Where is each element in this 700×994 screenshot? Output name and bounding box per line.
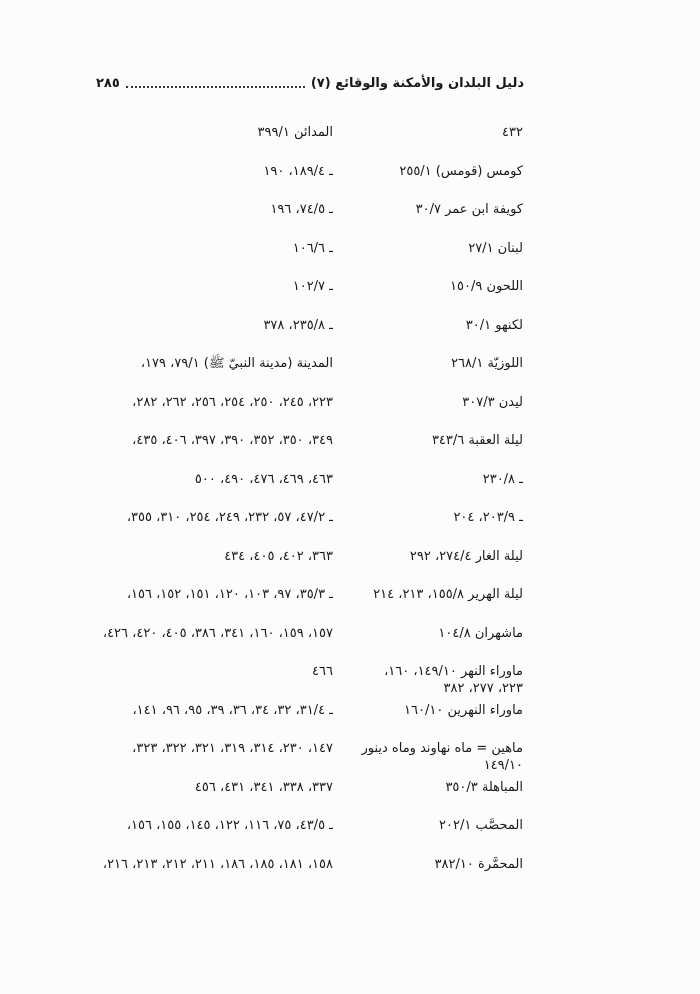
index-entry-right: ٤٣٢	[502, 125, 523, 140]
dotted-leader	[126, 86, 305, 88]
index-entry-left: المدينة (مدينة النبيّ ﷺ) ٧٩/١، ١٧٩،	[140, 356, 333, 371]
index-entry-left: ٣٤٩، ٣٥٠، ٣٥٢، ٣٩٠، ٣٩٧، ٤٠٦، ٤٣٥،	[132, 433, 333, 448]
index-entry-right: المحمَّرة ٣٨٢/١٠	[434, 856, 523, 872]
index-entry-left: ـ ٤٧/٢، ٥٧، ٢٣٢، ٢٤٩، ٢٥٤، ٣١٠، ٣٥٥،	[126, 510, 333, 525]
index-entry-left: ـ ١٨٩/٤، ١٩٠	[263, 163, 333, 179]
index-entry-left: ـ ٧٤/٥، ١٩٦	[270, 202, 333, 217]
index-entry-left: ـ ٤٣/٥، ٧٥، ١١٦، ١٢٢، ١٤٥، ١٥٥، ١٥٦،	[126, 818, 333, 833]
header-title: دليل البلدان والأمكنة والوقائع (٧)	[310, 75, 524, 91]
index-entry-left: ١٤٧، ٢٣٠، ٣١٤، ٣١٩، ٣٢١، ٣٢٢، ٣٢٣،	[132, 741, 333, 756]
page-number: ٢٨٥	[96, 75, 120, 91]
index-entry-right: ماشهران ١٠٤/٨	[438, 625, 523, 641]
index-entry-right: ليلة الهرير ١٥٥/٨، ٢١٣، ٢١٤	[373, 587, 523, 602]
index-entry-right: ـ ٢٣٠/٨	[482, 471, 523, 487]
index-entry-right: ليدن ٣٠٧/٣	[462, 394, 523, 410]
index-entry-right: المحصَّب ٢٠٢/١	[439, 818, 523, 833]
index-entry-left: ـ ٣١/٤، ٣٢، ٣٤، ٣٦، ٣٩، ٩٥، ٩٦، ١٤١،	[132, 702, 333, 718]
index-entry-left: ٤٦٦	[312, 664, 333, 679]
running-header	[96, 72, 524, 94]
index-entry-right: ماوراء النهر ١٤٩/١٠، ١٦٠، ٢٢٣، ٢٧٧، ٣٨٢	[384, 664, 523, 696]
index-entry-left: ٣٦٣، ٤٠٢، ٤٠٥، ٤٣٤	[224, 548, 333, 564]
index-entry-left: ١٥٧، ١٥٩، ١٦٠، ٣٤١، ٣٨٦، ٤٠٥، ٤٢٠، ٤٢٦،	[102, 625, 333, 641]
index-entry-right: لكنهو ٣٠/١	[465, 317, 523, 333]
index-entry-right: المباهلة ٣٥٠/٣	[445, 779, 523, 795]
index-entry-left: ١٥٨، ١٨١، ١٨٥، ١٨٦، ٢١١، ٢١٢، ٢١٣، ٢١٦،	[102, 856, 333, 872]
index-entry-right: اللحون ١٥٠/٩	[450, 279, 523, 294]
index-entry-right: كومس (قومس) ٢٥٥/١	[399, 163, 523, 179]
index-entry-right: اللوزيّة ٢٦٨/١	[451, 356, 523, 371]
index-entry-left: المدائن ٣٩٩/١	[257, 125, 333, 140]
index-entry-right: ليلة الغار ٢٧٤/٤، ٢٩٢	[409, 548, 523, 564]
index-entry-right: ماهين = ماه نهاوند وماه دينور ١٤٩/١٠	[361, 741, 523, 773]
index-entry-left: ٤٦٣، ٤٦٩، ٤٧٦، ٤٩٠، ٥٠٠	[194, 471, 333, 487]
index-entry-left: ٢٢٣، ٢٤٥، ٢٥٠، ٢٥٤، ٢٥٦، ٢٦٢، ٢٨٢،	[132, 394, 333, 410]
index-entry-left: ـ ١٠٢/٧	[292, 279, 333, 294]
index-entry-right: لبنان ٢٧/١	[468, 240, 523, 256]
index-entry-left: ـ ٢٣٥/٨، ٣٧٨	[263, 317, 333, 333]
index-entry-right: ـ ٢٠٣/٩، ٢٠٤	[453, 510, 523, 525]
index-entry-right: كويفة ابن عمر ٣٠/٧	[415, 202, 523, 217]
index-entry-right: ليلة العقبة ٣٤٣/٦	[431, 433, 523, 448]
index-entry-left: ـ ٣٥/٣، ٩٧، ١٠٣، ١٢٠، ١٥١، ١٥٢، ١٥٦،	[126, 587, 333, 602]
index-entry-right: ماوراء النهرين ١٦٠/١٠	[404, 702, 523, 718]
index-entry-left: ـ ١٠٦/٦	[292, 240, 333, 256]
index-entry-left: ٣٣٧، ٣٣٨، ٣٤١، ٤٣١، ٤٥٦	[194, 779, 333, 795]
